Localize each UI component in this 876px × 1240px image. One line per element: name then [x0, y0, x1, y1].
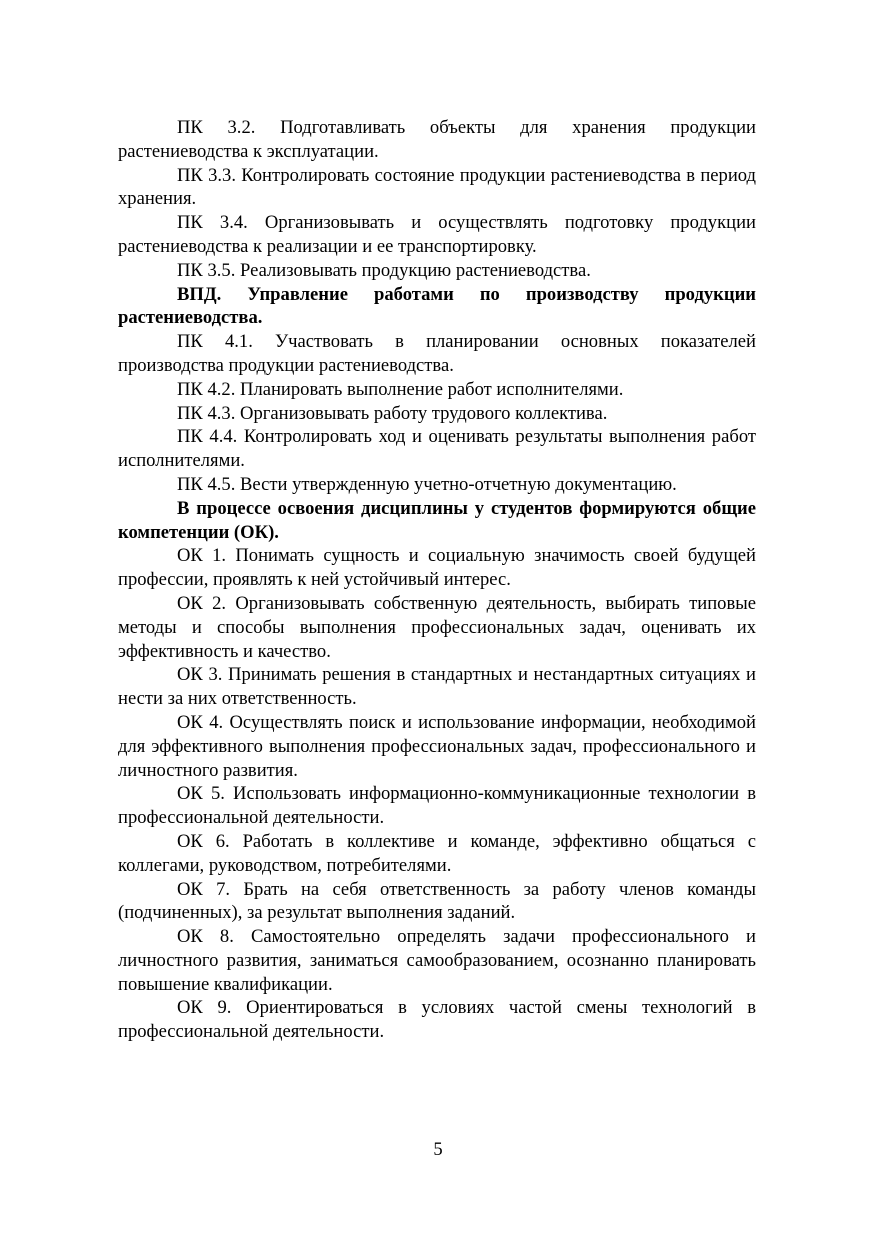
paragraph-pk-4-1: ПК 4.1. Участвовать в планировании основных показателей производства продукции растениеводства.	[118, 331, 756, 376]
section-heading-ok: В процессе освоения дисциплины у студентов формируются общие компетенции (ОК).	[118, 497, 756, 543]
section-heading-vpd: ВПД. Управление работами по производству продукции растениеводства.	[118, 283, 756, 329]
page-body	[118, 116, 756, 1044]
paragraph-pk-3-3: ПК 3.3. Контролировать состояние продукции растениеводства в период хранения.	[118, 164, 756, 210]
paragraph-pk-3-2: ПК 3.2. Подготавливать объекты для хранения продукции растениеводства к эксплуатации.	[118, 117, 756, 162]
paragraph-pk-4-4: ПК 4.4. Контролировать ход и оценивать результаты выполнения работ исполнителями.	[118, 426, 756, 472]
paragraph-ok-5: ОК 5. Использовать информационно-коммуникационные технологии в профессиональной деятельности.	[118, 783, 756, 829]
paragraph-ok-6: ОК 6. Работать в коллективе и команде, эффективно общаться с коллегами, руководством, потребителями.	[118, 830, 756, 876]
paragraph-ok-2: ОК 2. Организовывать собственную деятельность, выбирать типовые методы и способы выполнения профессиональных задач, оценивать их эффективность и качество.	[118, 592, 756, 662]
paragraph-ok-1: ОК 1. Понимать сущность и социальную значимость своей будущей профессии, проявлять к ней устойчивый интерес.	[118, 545, 756, 591]
paragraph-ok-9: ОК 9. Ориентироваться в условиях частой смены технологий в профессиональной деятельности.	[118, 997, 756, 1043]
paragraph-ok-4: ОК 4. Осуществлять поиск и использование информации, необходимой для эффективного выполнения профессиональных задач, профессионального и личностного развития.	[118, 711, 756, 781]
paragraph-pk-3-4: ПК 3.4. Организовывать и осуществлять подготовку продукции растениеводства к реализации и ее транспортировку.	[118, 212, 756, 257]
paragraph-pk-4-2: ПК 4.2. Планировать выполнение работ исполнителями.	[177, 378, 624, 400]
page-number: 5	[433, 1139, 443, 1160]
paragraph-pk-4-5: ПК 4.5. Вести утвержденную учетно-отчетную документацию.	[177, 473, 677, 495]
paragraph-pk-4-3: ПК 4.3. Организовывать работу трудового коллектива.	[177, 402, 608, 424]
paragraph-ok-8: ОК 8. Самостоятельно определять задачи профессионального и личностного развития, заниматься самообразованием, осознанно планировать повышение квалификации.	[118, 926, 756, 995]
paragraph-pk-3-5: ПК 3.5. Реализовывать продукцию растениеводства.	[177, 259, 591, 281]
paragraph-ok-7: ОК 7. Брать на себя ответственность за работу членов команды (подчиненных), за результат выполнения заданий.	[118, 878, 756, 924]
paragraph-ok-3: ОК 3. Принимать решения в стандартных и нестандартных ситуациях и нести за них ответственность.	[118, 664, 756, 710]
